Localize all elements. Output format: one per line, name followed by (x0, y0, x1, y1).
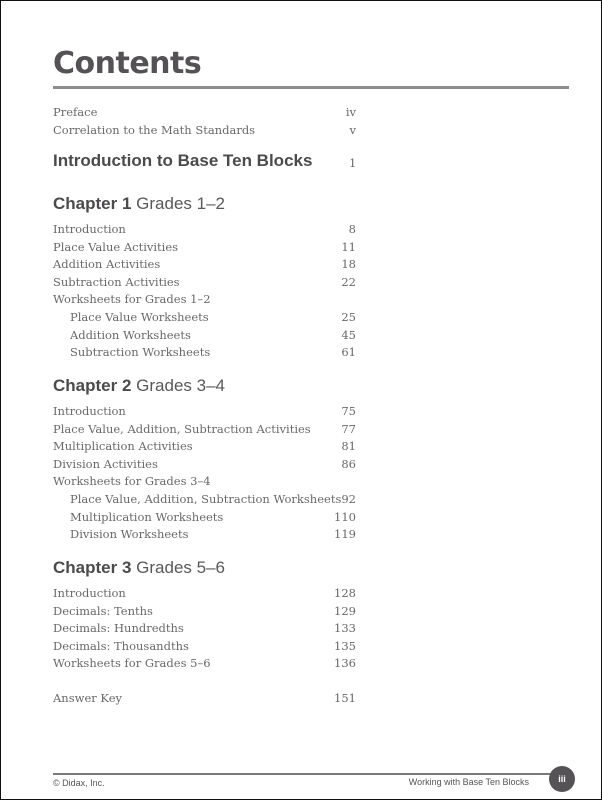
toc-entry: Decimals: Hundredths 133 (53, 621, 356, 635)
toc-entry: Addition Activities 18 (53, 257, 356, 271)
page-number-badge: iii (549, 766, 575, 792)
toc-entry: Worksheets for Grades 5–6 136 (53, 656, 356, 670)
toc-entry: Place Value, Addition, Subtraction Activities 77 (53, 422, 356, 436)
toc-entry: Worksheets for Grades 3–4 (53, 474, 211, 488)
title-divider (53, 86, 569, 89)
toc-entry: Introduction 75 (53, 404, 356, 418)
toc-entry: Addition Worksheets 45 (70, 328, 356, 342)
page-title: Contents (53, 46, 202, 81)
toc-entry: Place Value Activities 11 (53, 240, 356, 254)
toc-entry: Introduction 8 (53, 222, 356, 236)
chapter-heading-2: Chapter 2 Grades 3–4 (53, 376, 225, 395)
toc-entry: Decimals: Thousandths 135 (53, 639, 356, 653)
chapter-heading-3: Chapter 3 Grades 5–6 (53, 558, 225, 577)
toc-entry: Multiplication Activities 81 (53, 439, 356, 453)
toc-entry: Division Worksheets 119 (70, 527, 356, 541)
toc-entry: Introduction 128 (53, 586, 356, 600)
footer-divider (53, 773, 553, 775)
toc-entry: Division Activities 86 (53, 457, 356, 471)
footer-book-title: Working with Base Ten Blocks (408, 777, 529, 787)
page-number: 1 (349, 156, 357, 170)
toc-entry: Decimals: Tenths 129 (53, 604, 356, 618)
toc-entry: Subtraction Worksheets 61 (70, 345, 356, 359)
toc-entry: Place Value Worksheets 25 (70, 310, 356, 324)
toc-entry: Worksheets for Grades 1–2 (53, 292, 211, 306)
chapter-heading-1: Chapter 1 Grades 1–2 (53, 194, 225, 213)
toc-entry-answer-key: Answer Key 151 (53, 691, 356, 705)
toc-entry: Place Value, Addition, Subtraction Worksheets 92 (70, 492, 356, 506)
toc-entry: Preface iv (53, 105, 356, 119)
toc-entry: Correlation to the Math Standards v (53, 123, 356, 137)
toc-entry: Subtraction Activities 22 (53, 275, 356, 289)
section-heading-intro: Introduction to Base Ten Blocks (53, 151, 313, 170)
toc-entry: Multiplication Worksheets 110 (70, 510, 356, 524)
footer-copyright: © Didax, Inc. (53, 778, 105, 788)
